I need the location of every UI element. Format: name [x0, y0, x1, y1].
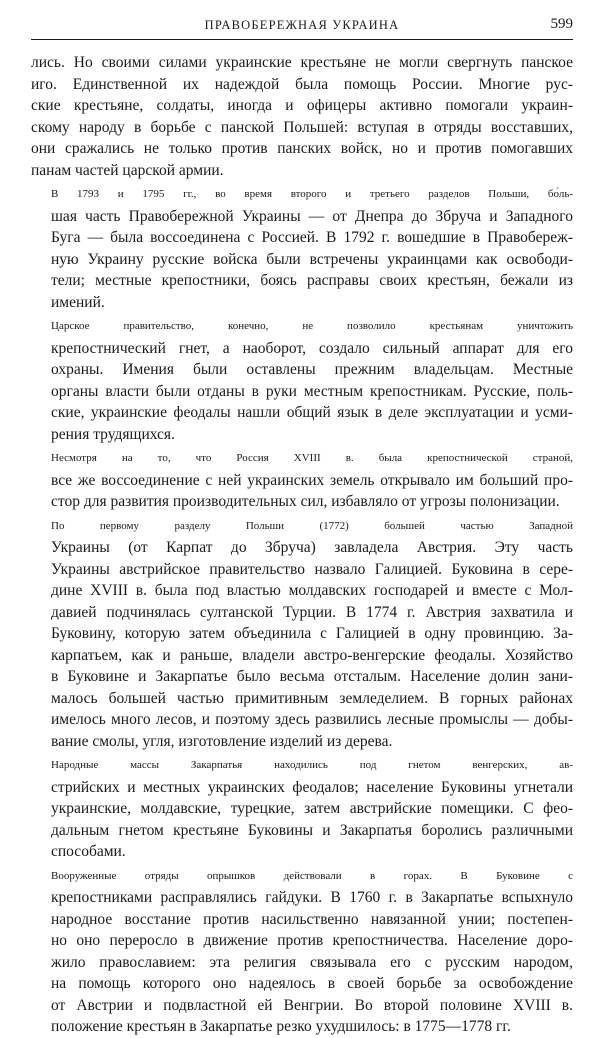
text-line: крепостнический гнет, а наоборот, создало сильный аппарат для его — [51, 339, 573, 357]
paragraph — [31, 52, 573, 181]
text-line: жило православием: эта религия связывала его с русским народом, — [51, 953, 573, 971]
paragraph — [31, 866, 573, 1038]
text-line: положение крестьян в Закарпатье резко ухудшилось: в 1775—1778 гг. — [51, 1018, 511, 1035]
book-page — [31, 14, 573, 1038]
text-line: Буковину, которую затем объединила с Галицией в одну провинцию. За- — [51, 625, 573, 642]
text-line: Вооруженные отряды опрышков действовали в горах. В Буковине с — [51, 869, 573, 882]
text-line: Украины (от Карпат до Збруча) завладела Австрия. Эту часть — [51, 539, 573, 556]
text-line: стор для развития производительных сил, избавляло от угрозы полонизации. — [51, 493, 560, 510]
page-number: 599 — [550, 16, 573, 32]
text-line: охраны. Имения были оставлены прежним владельцам. Местные — [51, 361, 573, 378]
page-header — [31, 14, 573, 38]
text-line: Народные массы Закарпатья находились под гнетом венгерских, ав- — [51, 759, 573, 771]
text-line: рения трудящихся. — [51, 425, 175, 443]
text-line: панам частей царской армии. — [31, 161, 224, 179]
header-rule — [31, 39, 573, 40]
text-line: крепостниками расправлялись гайдуки. В 1760 г. в Закарпатье вспыхнуло — [51, 889, 573, 906]
text-line: В 1793 и 1795 гг., во время второго и третьего разделов Польши, бо́ль- — [51, 188, 573, 200]
text-line: в Буковине и Закарпатье было весьма отсталым. Население долин зани- — [51, 668, 573, 685]
text-line: Царское правительство, конечно, не позволило крестьянам уничтожить — [51, 320, 573, 332]
text-line: они сражались не только против панских войск, но и против помогавших — [31, 140, 573, 157]
text-line: По первому разделу Польши (1772) большей частью Западной — [51, 519, 573, 532]
text-line: имелось много лесов, и поэтому здесь развились лесные промыслы — добы- — [51, 711, 573, 728]
text-line: имений. — [51, 293, 105, 311]
text-line: ную Украину русские войска были встречены украинцами как освободи- — [51, 250, 573, 268]
text-line: от Австрии и подвластной ей Венгрии. Во второй половине XVIII в. — [51, 996, 573, 1014]
text-line: карпатьем, как и раньше, владели австро-венгерские феодалы. Хозяйство — [51, 646, 573, 664]
paragraph — [31, 316, 573, 445]
body-text — [31, 52, 573, 1038]
paragraph — [31, 184, 573, 313]
text-line: Несмотря на то, что Россия XVIII в. была крепостнической страной, — [51, 452, 573, 464]
text-line: вание смолы, угля, изготовление изделий из дерева. — [51, 732, 393, 750]
text-line: способами. — [51, 843, 126, 860]
text-line: все же воссоединение с ней украинских земель открывало им больший про- — [51, 471, 573, 489]
running-title: ПРАВОБЕРЕЖНАЯ УКРАИНА — [204, 18, 400, 32]
text-line: на помощь которого оно надеялось в своей борьбе за освобождение — [51, 975, 573, 992]
text-line: лись. Но своими силами украинские крестьяне не могли свергнуть панское — [31, 54, 573, 71]
text-line: шая часть Правобережной Украины — от Днепра до Збруча и Западного — [51, 207, 573, 225]
text-line: стрийских и местных украинских феодалов; население Буковины угнетали — [51, 778, 573, 796]
text-line: украинские, молдавские, турецкие, затем австрийские помещики. С фео- — [51, 800, 573, 817]
text-line: Буга — была воссоединена с Россией. В 1792 г. вошедшие в Правобереж- — [51, 229, 573, 246]
paragraph — [31, 516, 573, 753]
text-line: ские, украинские феодалы нашли общий язык в деле эксплуатации и усми- — [51, 404, 573, 421]
text-line: но оно переросло в движение против крепостничества. Население доро- — [51, 932, 573, 949]
text-line: тели; местные крепостники, боясь расправы своих крестьян, бежали из — [51, 272, 573, 289]
text-line: малось большей частью примитивным земледелием. В горных районах — [51, 689, 573, 707]
text-line: ские крестьяне, солдаты, иногда и офицеры активно помогали украин- — [31, 97, 573, 114]
text-line: народное восстание против насильственно навязанной унии; постепен- — [51, 910, 573, 928]
text-line: дине XVIII в. была под властью молдавских господарей и вместе с Мол- — [51, 582, 573, 599]
text-line: дальным гнетом крестьяне Буковины и Закарпатья боролись различными — [51, 821, 573, 839]
paragraph — [31, 755, 573, 863]
paragraph — [31, 448, 573, 513]
text-line: иго. Единственной их надеждой была помощь России. Многие рус- — [31, 75, 573, 93]
text-line: давией подчинялась султанской Турции. В 1774 г. Австрия захватила и — [51, 603, 573, 621]
text-line: Украины австрийское правительство назвало Галицией. Буковина в сере- — [51, 560, 573, 578]
text-line: органы власти были отданы в руки местным крепостникам. Русские, поль- — [51, 382, 573, 400]
text-line: скому народу в борьбе с панской Польшей: вступая в отряды восставших, — [31, 118, 573, 136]
